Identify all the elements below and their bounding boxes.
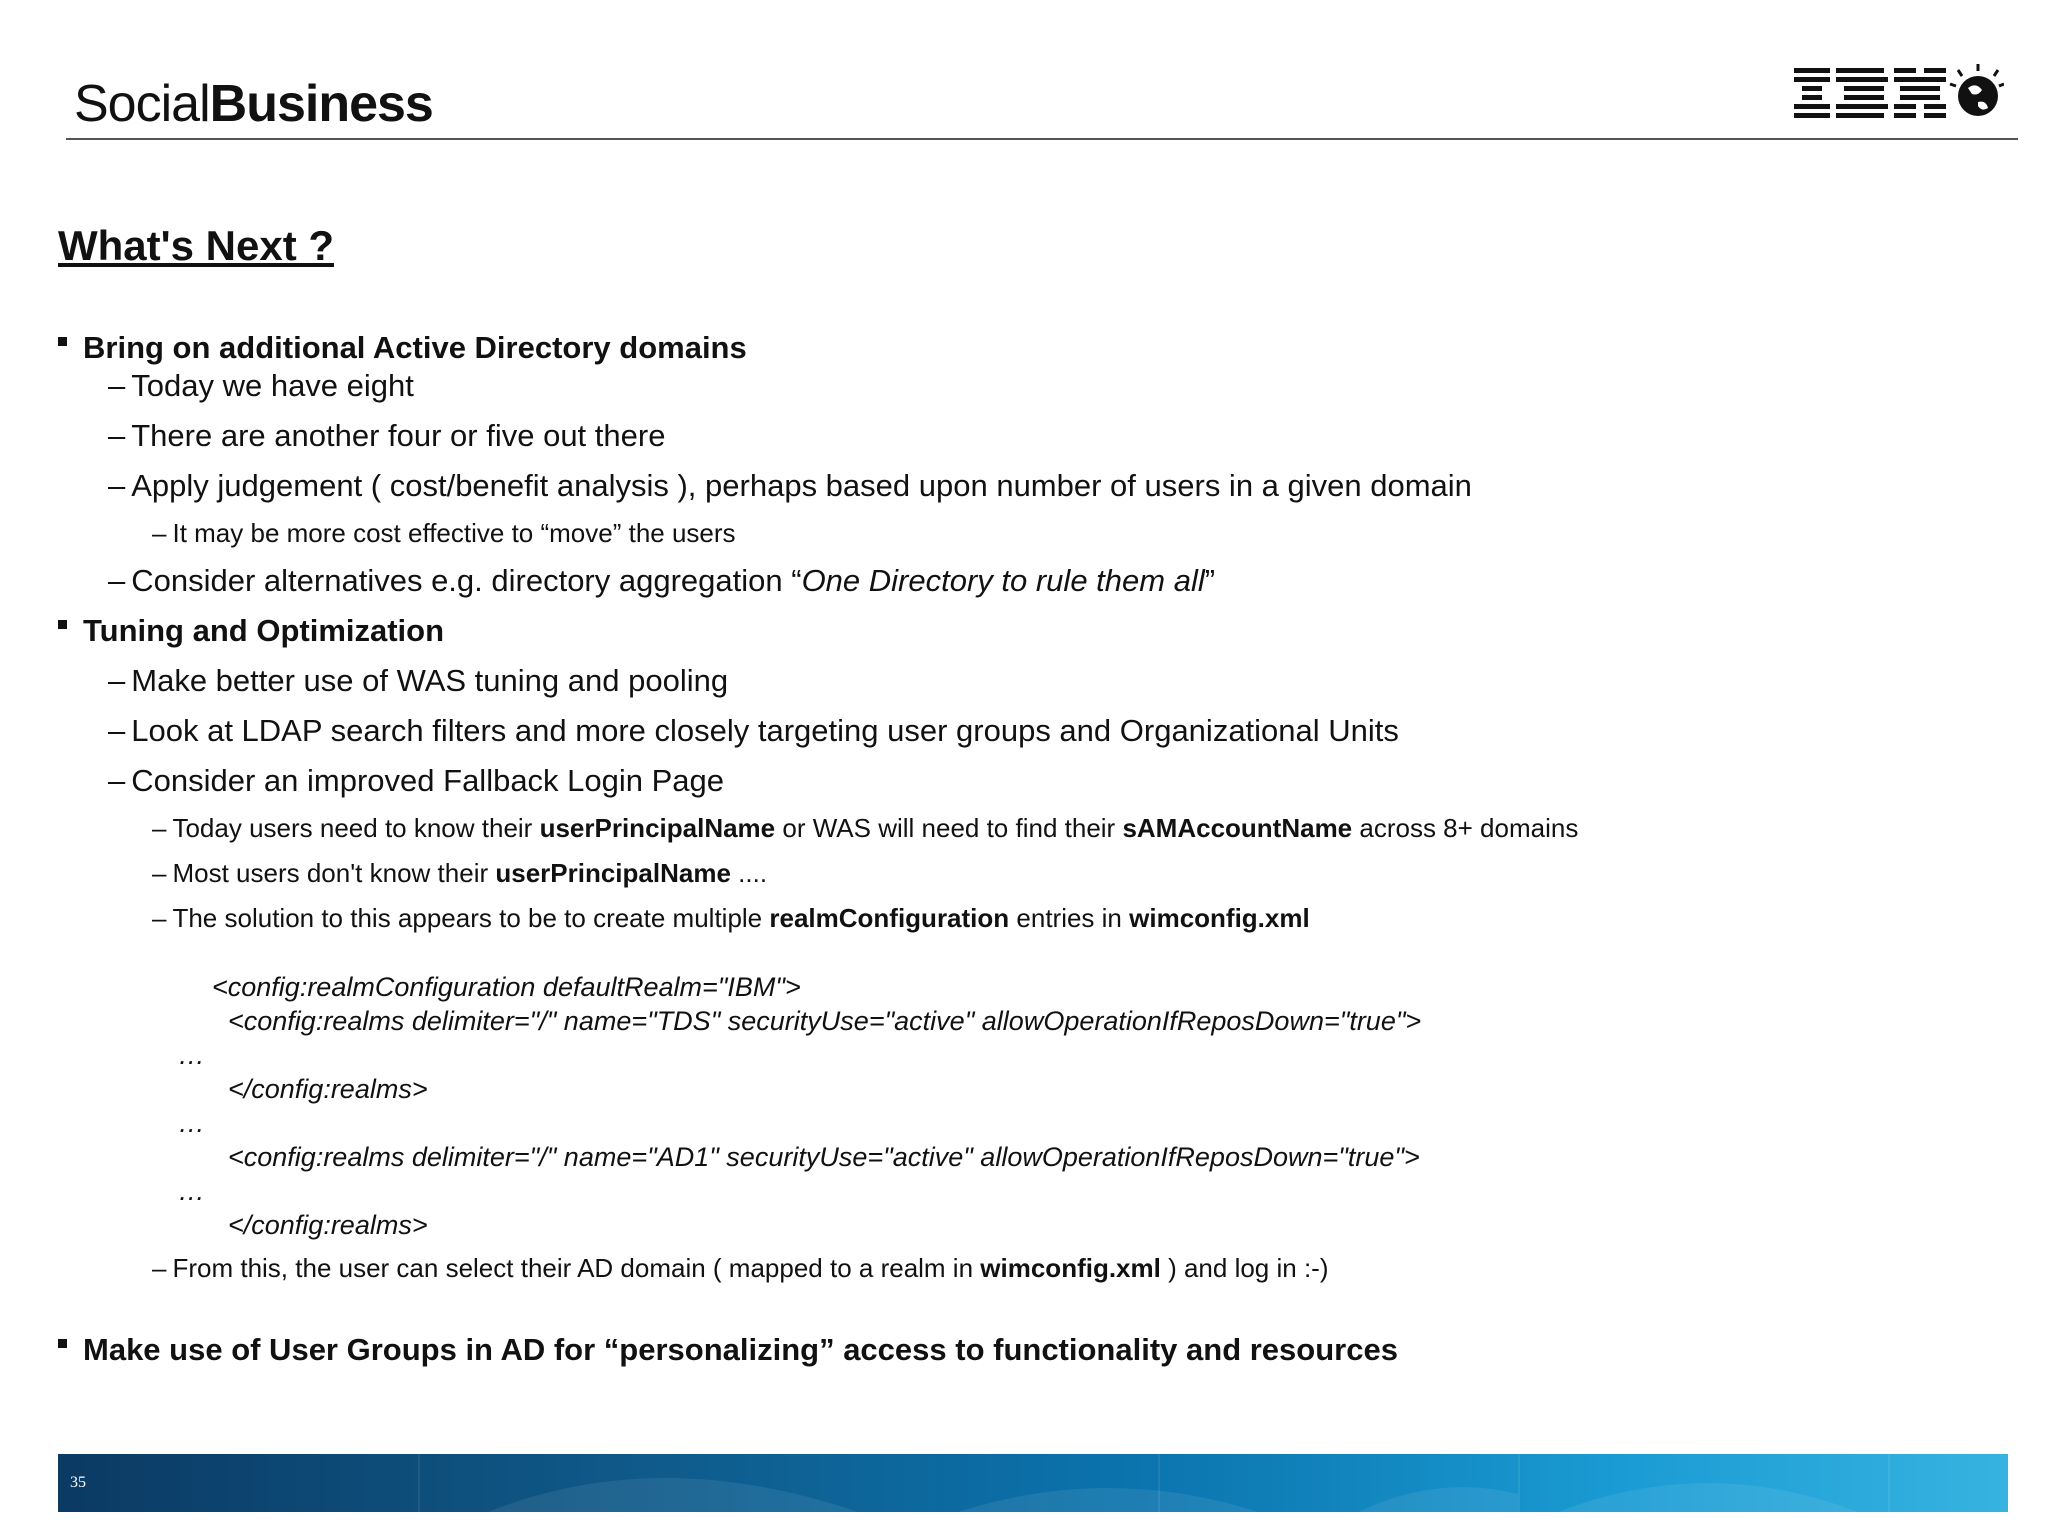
bullet-text: Bring on additional Active Directory domains <box>83 330 747 365</box>
square-bullet-icon <box>58 620 67 629</box>
sub-item-text: There are another four or five out there <box>131 418 666 453</box>
sub-sub-item-text: Most users don't know their <box>172 858 496 888</box>
footer-wave-decoration <box>58 1454 2008 1512</box>
bullet-text: Make use of User Groups in AD for “personalizing” access to functionality and resources <box>83 1332 1398 1367</box>
dash: – <box>108 563 126 598</box>
page-number: 35 <box>70 1474 86 1491</box>
sub-sub-item <box>152 903 1310 934</box>
bold-term: wimconfig.xml <box>1129 903 1310 933</box>
bold-term: wimconfig.xml <box>980 1253 1161 1283</box>
dash: – <box>152 903 167 933</box>
dash: – <box>108 663 126 698</box>
sub-item <box>108 663 728 699</box>
bullet-item <box>58 1332 1398 1368</box>
sub-item-text: Today we have eight <box>131 368 414 403</box>
dash: – <box>108 713 126 748</box>
bold-term: sAMAccountName <box>1122 813 1353 843</box>
sub-item-text: Consider alternatives e.g. directory aggregation “ <box>131 563 802 598</box>
bold-term: realmConfiguration <box>769 903 1010 933</box>
sub-sub-item <box>152 518 736 549</box>
sub-sub-item-text: across 8+ domains <box>1352 813 1579 843</box>
dash: – <box>108 418 126 453</box>
code-line: … <box>178 1108 205 1138</box>
code-line: … <box>178 1176 205 1206</box>
dash: – <box>152 813 167 843</box>
code-line: <config:realmConfiguration defaultRealm="IBM"> <box>212 972 801 1002</box>
sub-sub-item-text: or WAS will need to find their <box>775 813 1123 843</box>
sub-item <box>108 763 724 799</box>
dash: – <box>152 1253 167 1283</box>
brand-light-text: Social <box>74 75 210 133</box>
code-line: … <box>178 1040 205 1070</box>
dash: – <box>152 858 167 888</box>
sub-sub-item-text: .... <box>730 858 768 888</box>
code-line: <config:realms delimiter="/" name="AD1" securityUse="active" allowOperationIfReposDown="true"> <box>228 1142 1420 1172</box>
sub-item <box>108 368 414 404</box>
sub-item-text: ” <box>1204 563 1216 598</box>
code-line: </config:realms> <box>228 1074 428 1104</box>
sub-item-text: Apply judgement ( cost/benefit analysis ), perhaps based upon number of users in a given domain <box>131 468 1472 503</box>
code-line: </config:realms> <box>228 1210 428 1240</box>
square-bullet-icon <box>58 337 67 346</box>
sub-item <box>108 713 1399 749</box>
bold-term: userPrincipalName <box>539 813 776 843</box>
sub-sub-item <box>152 858 767 889</box>
bullet-item <box>58 613 444 649</box>
sub-sub-item-text: From this, the user can select their AD domain ( mapped to a realm in <box>172 1253 981 1283</box>
sub-sub-item-text: It may be more cost effective to “move” the users <box>172 518 736 548</box>
sub-sub-item-text: The solution to this appears to be to create multiple <box>172 903 770 933</box>
brand-bold-text: Business <box>209 75 433 133</box>
sub-sub-item-text: entries in <box>1009 903 1130 933</box>
sub-item-text: Consider an improved Fallback Login Page <box>131 763 725 798</box>
square-bullet-icon <box>58 1339 67 1348</box>
sub-sub-item <box>152 813 1578 844</box>
bold-term: userPrincipalName <box>495 858 731 888</box>
sub-sub-item-text: Today users need to know their <box>172 813 540 843</box>
slide-title: What's Next ? <box>58 222 335 269</box>
emphasis-text: One Directory to rule them all <box>801 563 1205 598</box>
code-line: <config:realms delimiter="/" name="TDS" securityUse="active" allowOperationIfReposDown="true"> <box>228 1006 1422 1036</box>
bullet-text: Tuning and Optimization <box>83 613 445 648</box>
dash: – <box>108 368 126 403</box>
dash: – <box>108 468 126 503</box>
dash: – <box>108 763 126 798</box>
footer-banner <box>58 1454 2008 1512</box>
sub-sub-item <box>152 1253 1329 1284</box>
sub-item-text: Make better use of WAS tuning and pooling <box>131 663 729 698</box>
sub-item-text: Look at LDAP search filters and more closely targeting user groups and Organizational Units <box>131 713 1399 748</box>
sub-sub-item-text: ) and log in :-) <box>1160 1253 1329 1283</box>
sub-item <box>108 418 665 454</box>
sub-item <box>108 468 1472 504</box>
dash: – <box>152 518 167 548</box>
sub-item <box>108 563 1215 599</box>
bullet-item <box>58 330 747 366</box>
